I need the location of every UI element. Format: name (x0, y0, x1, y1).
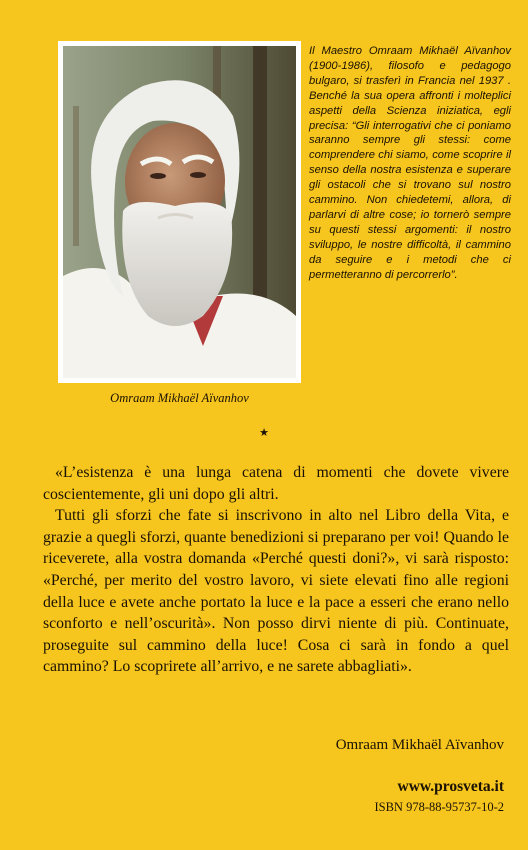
isbn-number: ISBN 978-88-95737-10-2 (374, 800, 504, 814)
main-quote-paragraph-2: Tutti gli sforzi che fate si inscrivono in alto nel Libro della Vita, e grazie a quegli sforzi, quante benedizioni si preparano per voi! Quando le riceverete, alla vostra domanda «Perché questi doni?», vi sarà risposto: «Perché, per merito del vostro lavoro, vi siete elevati fino alle regioni della luce e avete anche portato la luce e la pace a esseri che erano nello sconforto e nell’oscurità». Non posso dirvi niente di più. Continuate, proseguite sul cammino della luce! Cosa ci sarà in fondo a quel cammino? Lo scoprirete all’arrivo, e ne sarete abbagliati». (43, 507, 509, 676)
photo-caption: Omraam Mikhaël Aïvanhov (110, 391, 249, 405)
author-signature: Omraam Mikhaël Aïvanhov (335, 737, 504, 753)
publisher-website: www.prosveta.it (397, 778, 504, 795)
main-quote-paragraph-1: «L’esistenza è una lunga catena di momenti che dovete vivere coscientemente, gli uni dopo gli altri. (43, 464, 509, 503)
star-separator-icon: ★ (259, 427, 269, 439)
author-biography-text: Il Maestro Omraam Mikhaël Aïvanhov (1900-1986), filosofo e pedagogo bulgaro, si trasferì in Francia nel 1937 . Benché la sua opera affronti i molteplici aspetti della Scienza iniziatica, egli precisa: “Gli interrogativi che ci poniamo saranno sempre gli stessi: come comprendere chi siamo, come scoprire il senso della nostra esistenza e superare gli ostacoli che si trovano sul nostro cammino. Non chiedetemi, allora, di parlarvi di altre cose; io tornerò sempre su questi stessi argomenti: il nostro sviluppo, le nostre difficoltà, il cammino da seguire e i metodi che ci permetteranno di percorrerlo”. (309, 45, 511, 281)
portrait-frame (58, 41, 301, 383)
portrait-photo (63, 46, 296, 378)
main-quote-text (43, 462, 509, 678)
